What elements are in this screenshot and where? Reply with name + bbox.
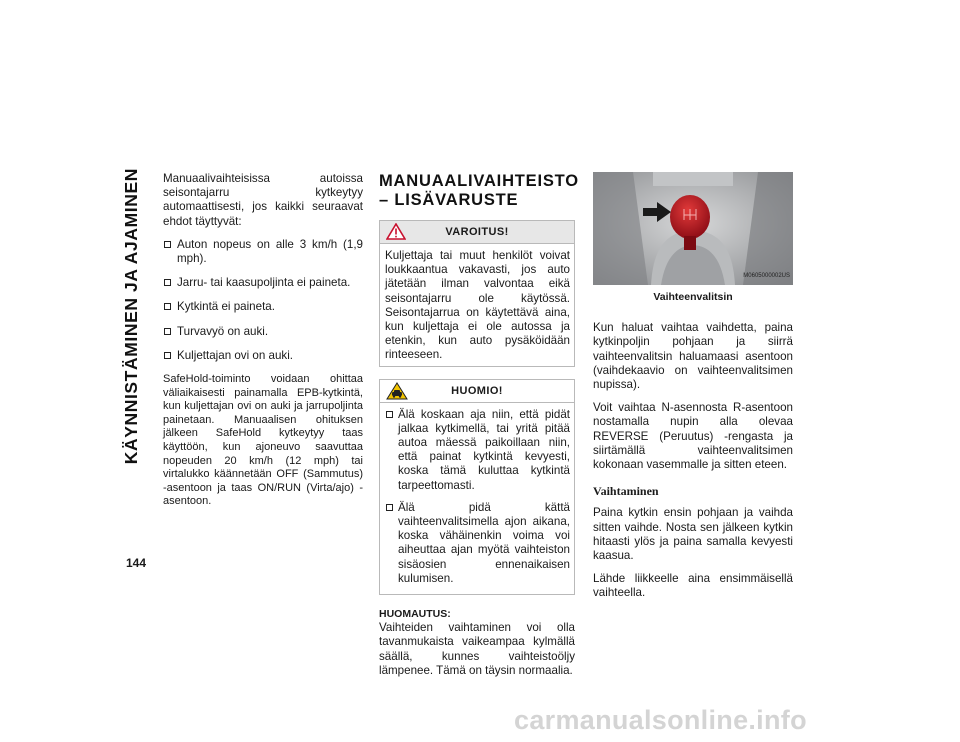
gear-selector-image — [593, 172, 793, 285]
square-bullet-icon — [164, 303, 171, 310]
paragraph: Lähde liikkeelle aina ensimmäisellä vaihteella. — [593, 572, 793, 600]
note-title: HUOMAUTUS: — [379, 608, 451, 621]
warning-text: Kuljettaja tai muut henkilöt voivat loukkaantua vakavasti, jos auto jätetään ilman valvontaa eikä seisontajarru ole käytössä. Seisontajarrua on käytettävä aina, kun kuljettaja ei ole autossa ja etenkin, kun auto pysäköidään rinteeseen. — [385, 249, 570, 362]
list-item: Auton nopeus on alle 3 km/h (1,9 mph). — [163, 238, 363, 266]
list-item: Kuljettajan ovi on auki. — [163, 349, 363, 363]
square-bullet-icon — [164, 328, 171, 335]
caution-box — [379, 379, 575, 595]
safehold-paragraph: SafeHold-toiminto voidaan ohittaa väliaikaisesti painamalla EPB-kytkintä, kun kuljettajan ovi on auki ja jarrupoljinta painetaan. Manuaalisen ohituksen jälkeen SafeHold kytkeytyy taas käyttöön, kun ajoneuvo saavuttaa nopeuden 20 km/h (12 mph) tai virtalukko käännetään OFF (Sammutus) -asentoon ja taas ON/RUN (Virta/ajo) -asentoon. — [163, 373, 363, 508]
list-item: Kytkintä ei paineta. — [163, 300, 363, 314]
warning-header — [380, 221, 574, 244]
list-item: Jarru- tai kaasupoljinta ei paineta. — [163, 276, 363, 290]
square-bullet-icon — [164, 279, 171, 286]
column-2 — [379, 172, 579, 678]
list-item: Älä pidä kättä vaihteenvalitsimella ajon aikana, koska vähäinenkin voima voi aiheuttaa ajan myötä vaihteiston sisäosien ennenaikaisen kulumisen. — [385, 501, 570, 586]
subheading: Vaihtaminen — [593, 484, 659, 499]
chapter-side-tab: KÄYNNISTÄMINEN JA AJAMINEN — [121, 168, 141, 465]
column-3 — [593, 172, 793, 610]
paragraph: Voit vaihtaa N-asennosta R-asentoon nostamalla nupin alla olevaa REVERSE (Peruutus) -rengasta ja siirtämällä vaihteenvalitsimen kokonaan vasemmalle ja sitten eteen. — [593, 401, 793, 472]
paragraph: Kun haluat vaihtaa vaihdetta, paina kytkinpoljin pohjaan ja siirrä vaihteenvalitsin haluamaasi asentoon (vaihdekaavio on vaihteenvalitsimen nupissa). — [593, 321, 793, 392]
square-bullet-icon — [386, 411, 393, 418]
column-1 — [163, 172, 363, 509]
square-bullet-icon — [164, 241, 171, 248]
image-code: M0605000002US — [743, 272, 790, 279]
note-text: Vaihteiden vaihtaminen voi olla tavanmukaista vaikeampaa kylmällä säällä, kunnes vaihteistoöljy lämpenee. Tämä on täysin normaalia. — [379, 621, 575, 677]
list-item: Turvavyö on auki. — [163, 325, 363, 339]
watermark: carmanualsonline.info — [514, 705, 807, 735]
caution-title: HUOMIO! — [451, 384, 503, 397]
list-item: Älä koskaan aja niin, että pidät jalkaa kytkimellä, tai yritä pitää autoa mäessä paikoillaan niin, että painat kytkintä kevyesti, koska tämä kuluttaa kytkintä tarpeettomasti. — [385, 408, 570, 493]
figure-caption: Vaihteenvalitsin — [653, 291, 733, 303]
paragraph: Paina kytkin ensin pohjaan ja vaihda sitten vaihde. Nosta sen jälkeen kytkin hitaasti ylös ja paina samalla kevyesti kaasua. — [593, 506, 793, 563]
page-number: 144 — [126, 556, 147, 570]
square-bullet-icon — [386, 504, 393, 511]
intro-paragraph: Manuaalivaihteisissa autoissa seisontajarru kytkeytyy automaattisesti, jos kaikki seuraavat ehdot täyttyvät: — [163, 172, 363, 228]
warning-box — [379, 220, 575, 367]
square-bullet-icon — [164, 352, 171, 359]
caution-header — [380, 380, 574, 403]
section-heading: MANUAALIVAIHTEISTO – LISÄVARUSTE — [379, 172, 579, 209]
warning-title: VAROITUS! — [445, 226, 509, 238]
